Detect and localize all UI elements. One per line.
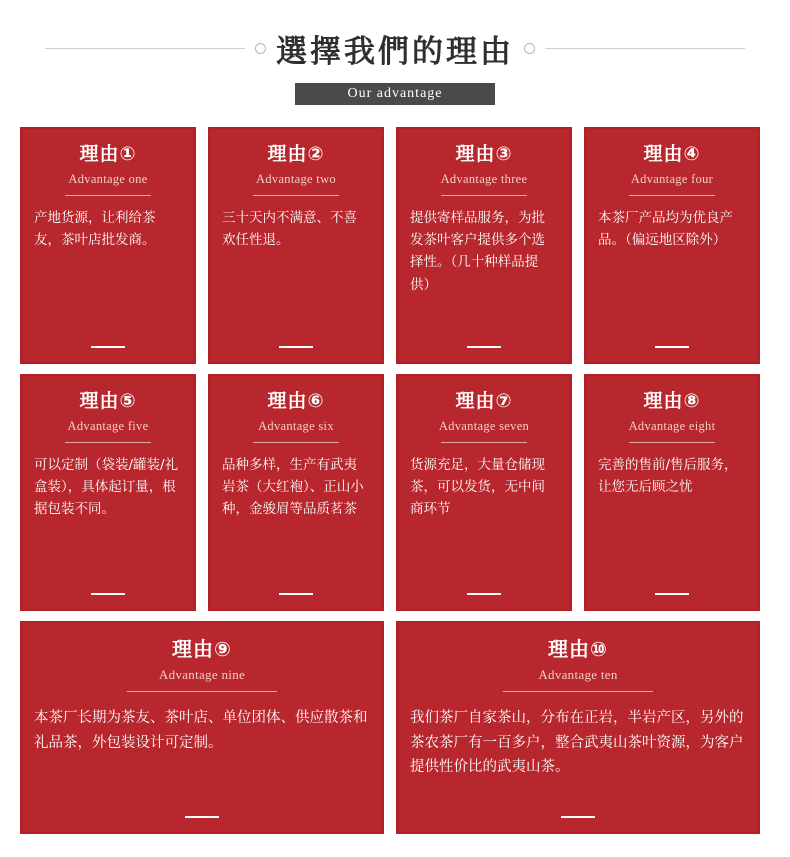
card-footer-mark <box>561 816 595 818</box>
card-title: 理由⑩ <box>548 637 608 661</box>
card-footer-mark <box>279 593 313 595</box>
card-subtitle: Advantage six <box>258 418 334 433</box>
card-subtitle: Advantage four <box>630 171 714 186</box>
card-body-text: 本茶厂长期为茶友、茶叶店、单位团体、供应散茶和礼品茶，外包装设计可定制。 <box>34 710 368 751</box>
advantage-card-9 <box>20 621 384 834</box>
card-title: 理由① <box>79 143 137 165</box>
card-subtitle: Advantage ten <box>538 667 618 682</box>
card-body-text: 完善的售前/售后服务，让您无后顾之忧 <box>598 456 738 496</box>
card-footer-mark <box>91 593 125 595</box>
card-divider <box>65 442 151 443</box>
advantage-card-1 <box>20 127 196 364</box>
card-subtitle: Advantage two <box>256 171 336 186</box>
advantage-card-7 <box>396 374 572 611</box>
page-title: 選擇我們的理由 <box>276 34 514 70</box>
card-subtitle: Advantage five <box>67 418 149 433</box>
card-title: 理由③ <box>455 143 513 165</box>
card-body-text: 我们茶厂自家茶山，分布在正岩，半岩产区，另外的 茶农茶厂有一百多户，整合武夷山茶叶资源，为客户提供性价比的武夷山茶。 <box>410 710 744 776</box>
title-right-dot-icon <box>524 43 535 54</box>
card-divider <box>253 442 339 443</box>
card-body-text: 三十天内不满意、不喜欢任性退。 <box>222 209 357 249</box>
card-divider <box>253 195 339 196</box>
card-footer-mark <box>467 346 501 348</box>
advantage-card-6 <box>208 374 384 611</box>
card-title: 理由⑧ <box>643 390 701 412</box>
card-divider <box>127 691 277 692</box>
card-footer-mark <box>185 816 219 818</box>
title-left-line <box>45 48 245 49</box>
advantage-card-8 <box>584 374 760 611</box>
card-body-text: 提供寄样品服务，为批发茶叶客户提供多个选择性。（几十种样品提供） <box>410 209 545 293</box>
card-footer-mark <box>655 346 689 348</box>
card-body-text: 本茶厂产品均为优良产品。（偏远地区除外） <box>598 209 733 249</box>
card-body-text: 可以定制（袋装/罐装/礼盒装），具体起订量，根据包装不同。 <box>34 456 179 518</box>
card-title: 理由⑤ <box>79 390 137 412</box>
card-body-text: 货源充足，大量仓储现茶，可以发货，无中间商环节 <box>410 456 545 518</box>
card-divider <box>65 195 151 196</box>
card-title: 理由④ <box>643 143 701 165</box>
card-subtitle: Advantage one <box>68 171 148 186</box>
card-divider <box>629 195 715 196</box>
advantage-card-grid <box>10 127 780 834</box>
title-row <box>0 26 790 71</box>
page-header <box>0 0 790 105</box>
title-left-dot-icon <box>255 43 266 54</box>
card-divider <box>503 691 653 692</box>
card-footer-mark <box>467 593 501 595</box>
card-footer-mark <box>655 593 689 595</box>
card-title: 理由⑥ <box>267 390 325 412</box>
card-divider <box>441 195 527 196</box>
card-subtitle: Advantage eight <box>628 418 716 433</box>
card-subtitle: Advantage seven <box>438 418 530 433</box>
card-body-text: 品种多样，生产有武夷岩茶（大红袍）、正山小种，金骏眉等品质茗茶 <box>222 456 364 518</box>
card-title: 理由⑨ <box>172 637 232 661</box>
advantage-card-2 <box>208 127 384 364</box>
title-right-line <box>545 48 745 49</box>
page-subtitle: Our advantage <box>295 83 495 105</box>
card-divider <box>441 442 527 443</box>
advantage-card-10 <box>396 621 760 834</box>
card-body-text: 产地货源，让利给茶友，茶叶店批发商。 <box>34 209 156 249</box>
card-subtitle: Advantage nine <box>158 667 246 682</box>
card-footer-mark <box>91 346 125 348</box>
card-title: 理由⑦ <box>455 390 513 412</box>
advantage-card-5 <box>20 374 196 611</box>
card-footer-mark <box>279 346 313 348</box>
card-divider <box>629 442 715 443</box>
advantage-card-3 <box>396 127 572 364</box>
card-subtitle: Advantage three <box>440 171 528 186</box>
advantage-card-4 <box>584 127 760 364</box>
card-title: 理由② <box>267 143 325 165</box>
